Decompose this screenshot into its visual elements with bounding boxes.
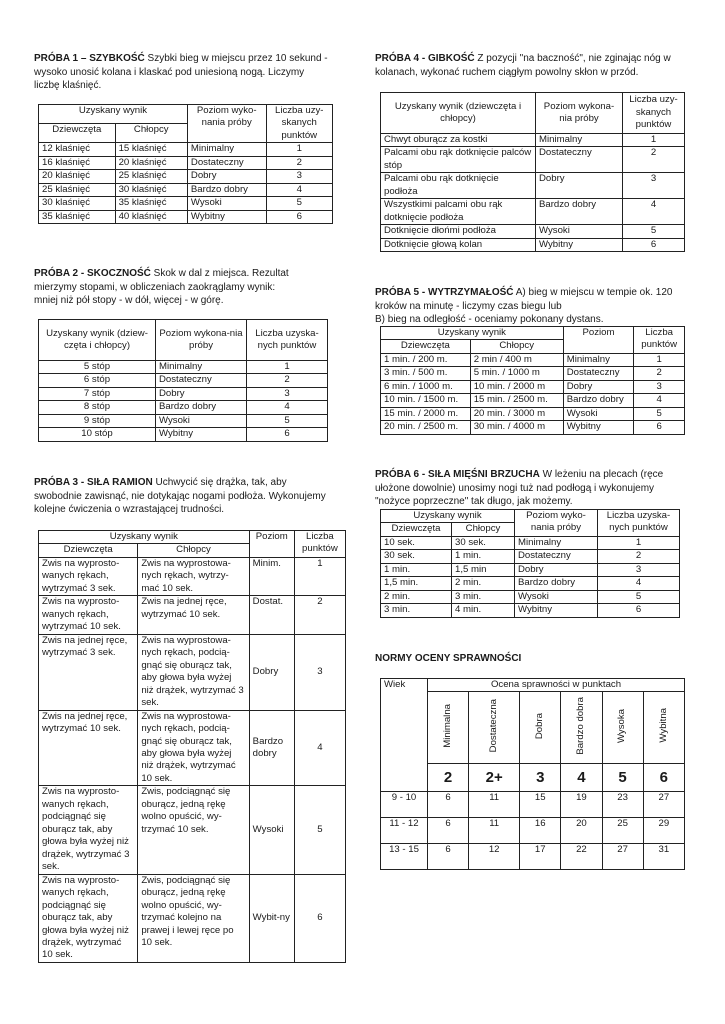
table-row	[381, 225, 685, 238]
cell: Bardzo dobry	[563, 394, 634, 407]
table-row	[39, 170, 333, 183]
cell: 10 sek.	[381, 536, 452, 549]
cell: 12 klaśnięć	[39, 143, 116, 156]
normy-age: 13 - 15	[381, 844, 428, 870]
proba1-header-girls: Dziewczęta	[39, 124, 116, 143]
table-row	[381, 536, 680, 549]
normy-level-cell	[643, 692, 684, 764]
proba1-table	[38, 104, 333, 224]
proba6-table	[380, 509, 680, 618]
cell: 1 min.	[381, 563, 452, 576]
cell: 25	[602, 818, 643, 844]
cell: 2 min / 400 m	[470, 353, 563, 366]
proba5-desc: A) bieg w miejscu w tempie ok. 120 kroków na minutę - liczymy czas biegu lub	[375, 287, 673, 312]
cell: Wysoki	[536, 225, 623, 238]
table-row	[381, 792, 685, 818]
cell: 3 min.	[381, 604, 452, 617]
cell: 25 klaśnięć	[115, 170, 187, 183]
cell: Dotknięcie głową kolan	[381, 238, 536, 251]
proba5-header-boys: Chłopcy	[470, 340, 563, 353]
table-row	[381, 199, 685, 225]
cell: 2	[294, 596, 345, 634]
normy-level-cell	[520, 692, 561, 764]
cell: 12	[469, 844, 520, 870]
cell: 6	[634, 421, 685, 434]
proba2-heading	[34, 267, 330, 294]
normy-level: Dostateczna	[487, 699, 499, 753]
proba6-heading	[375, 468, 690, 509]
cell: 3	[598, 563, 680, 576]
proba3-title: PRÓBA 3 - SIŁA RAMION	[34, 477, 153, 488]
cell: 6	[247, 428, 328, 441]
cell: 20	[561, 818, 602, 844]
cell: Dobry	[249, 634, 294, 710]
proba3-header-level: Poziom	[249, 531, 294, 558]
table-row	[39, 197, 333, 210]
table-row	[39, 786, 346, 874]
cell: 1	[598, 536, 680, 549]
cell: 2 min.	[381, 590, 452, 603]
proba2-title: PRÓBA 2 - SKOCZNOŚĆ	[34, 268, 151, 279]
proba3-header-boys: Chłopcy	[138, 544, 249, 557]
cell: Dobry	[515, 563, 598, 576]
cell: 10 min. / 1500 m.	[381, 394, 471, 407]
table-row	[39, 634, 346, 710]
table-row	[39, 596, 346, 634]
cell: 6	[623, 238, 685, 251]
proba3-heading	[34, 476, 334, 517]
cell: 31	[643, 844, 684, 870]
cell: Zwis, podciągnąć się oburącz, jedną rękę wolno opuścić, wy-trzymać kolejno na prawej i lewej ręce po 10 sek.	[138, 874, 249, 962]
cell: 4	[634, 394, 685, 407]
cell: 2	[266, 156, 333, 169]
cell: 6	[598, 604, 680, 617]
table-row	[39, 874, 346, 962]
cell: 16	[520, 818, 561, 844]
cell: 5	[266, 197, 333, 210]
cell: Wybit-ny	[249, 874, 294, 962]
cell: Minimalny	[156, 361, 247, 374]
cell: 27	[643, 792, 684, 818]
table-row	[381, 380, 685, 393]
proba4-section	[375, 52, 675, 79]
cell: Zwis na jednej ręce, wytrzymać 3 sek.	[39, 634, 138, 710]
cell: 11	[469, 818, 520, 844]
cell: 1 min. / 200 m.	[381, 353, 471, 366]
table-row	[381, 550, 680, 563]
proba1-section	[34, 52, 332, 93]
cell: 3	[247, 387, 328, 400]
normy-level: Bardzo dobra	[575, 696, 587, 755]
table-row	[381, 421, 685, 434]
normy-level-cell	[428, 692, 469, 764]
cell: Minimalny	[536, 134, 623, 147]
normy-age: 9 - 10	[381, 792, 428, 818]
proba1-title: PRÓBA 1 – SZYBKOŚĆ	[34, 53, 145, 64]
proba6-desc: W leżeniu na plecach (ręce ułożone dowolnie) unosimy nogi tuż nad podłogą i wykonujemy "nożyce poprzeczne" tak długo, jak możemy.	[375, 469, 664, 507]
normy-level-cell	[469, 692, 520, 764]
normy-grade: 4	[561, 764, 602, 792]
proba3-section	[34, 476, 334, 517]
cell: 5	[598, 590, 680, 603]
normy-grade: 2	[428, 764, 469, 792]
cell: 6 stóp	[39, 374, 156, 387]
cell: Zwis na wyprostowa-nych rękach, podcią-gnąć się oburącz tak, aby głowa była wyżej niż drążek, wytrzymać 3 sek.	[138, 634, 249, 710]
cell: 1 min.	[452, 550, 515, 563]
cell: Bardzo dobry	[515, 577, 598, 590]
normy-level-cell	[602, 692, 643, 764]
proba6-header-level: Poziom wyko-nania próby	[515, 510, 598, 537]
table-row	[39, 183, 333, 196]
cell: Palcami obu rąk dotknięcie palców stóp	[381, 147, 536, 173]
cell: 30 klaśnięć	[39, 197, 116, 210]
cell: Zwis na jednej ręce, wytrzymać 10 sek.	[39, 710, 138, 786]
cell: 20 klaśnięć	[39, 170, 116, 183]
cell: 6	[428, 844, 469, 870]
cell: 35 klaśnięć	[39, 210, 116, 223]
cell: Dotknięcie dłońmi podłoża	[381, 225, 536, 238]
proba5-header-girls: Dziewczęta	[381, 340, 471, 353]
cell: 22	[561, 844, 602, 870]
proba1-header-level: Poziom wyko-nania próby	[187, 105, 266, 143]
cell: Dobry	[536, 173, 623, 199]
table-row	[39, 210, 333, 223]
proba5-header-points: Liczba punktów	[634, 327, 685, 354]
cell: 2	[634, 367, 685, 380]
cell: 27	[602, 844, 643, 870]
cell: 4	[247, 401, 328, 414]
proba2-desc2: mniej niż pół stopy - w dół, więcej - w górę.	[34, 295, 224, 306]
proba6-header-girls: Dziewczęta	[381, 523, 452, 536]
normy-grade: 3	[520, 764, 561, 792]
proba1-header-boys: Chłopcy	[115, 124, 187, 143]
proba4-heading	[375, 52, 675, 79]
table-row	[39, 557, 346, 595]
cell: Wybitny	[156, 428, 247, 441]
cell: 5 min. / 1000 m	[470, 367, 563, 380]
cell: 30 klaśnięć	[115, 183, 187, 196]
table-row	[381, 844, 685, 870]
cell: 2	[623, 147, 685, 173]
cell: Dostat.	[249, 596, 294, 634]
proba2-section	[34, 267, 330, 308]
proba3-header-points: Liczba punktów	[294, 531, 345, 558]
table-row	[381, 577, 680, 590]
cell: 3	[294, 634, 345, 710]
proba2-desc: Skok w dal z miejsca. Rezultat mierzymy stopami, w obliczeniach zaokrąglamy wynik:	[34, 268, 289, 293]
table-row	[381, 563, 680, 576]
proba4-desc: Z pozycji "na baczność", nie zginając nóg w kolanach, wykonać ruchem ciągłym powolny skłon w przód.	[375, 53, 671, 78]
cell: 15 min. / 2500 m.	[470, 394, 563, 407]
table-row	[39, 414, 328, 427]
cell: Wysoki	[187, 197, 266, 210]
cell: 2	[598, 550, 680, 563]
cell: 23	[602, 792, 643, 818]
cell: 1	[294, 557, 345, 595]
cell: Wybitny	[515, 604, 598, 617]
cell: 4	[294, 710, 345, 786]
cell: 3 min.	[452, 590, 515, 603]
cell: 40 klaśnięć	[115, 210, 187, 223]
normy-age-label: Wiek	[381, 679, 428, 792]
cell: 20 min. / 3000 m	[470, 407, 563, 420]
cell: 6	[428, 792, 469, 818]
proba5-heading	[375, 286, 675, 313]
cell: 2	[247, 374, 328, 387]
cell: Dobry	[563, 380, 634, 393]
table-row	[39, 374, 328, 387]
table-row	[381, 134, 685, 147]
cell: 6 min. / 1000 m.	[381, 380, 471, 393]
cell: 3	[266, 170, 333, 183]
proba3-table	[38, 530, 346, 963]
cell: 1	[266, 143, 333, 156]
cell: 20 min. / 2500 m.	[381, 421, 471, 434]
table-row	[381, 353, 685, 366]
cell: 1,5 min.	[381, 577, 452, 590]
table-row	[381, 238, 685, 251]
cell: Wszystkimi palcami obu rąk dotknięcie podłoża	[381, 199, 536, 225]
proba2-header-points: Liczba uzyska-nych punktów	[247, 320, 328, 361]
cell: Zwis na wyprosto-wanych rękach, podciągnąć się oburącz tak, aby głowa była wyżej niż drążek, wytrzymać 3 sek.	[39, 786, 138, 874]
cell: Dostateczny	[536, 147, 623, 173]
proba6-section	[375, 468, 690, 509]
cell: 1	[623, 134, 685, 147]
cell: Wysoki	[156, 414, 247, 427]
cell: 10 stóp	[39, 428, 156, 441]
proba2-header-level: Poziom wykona-nia próby	[156, 320, 247, 361]
cell: Bardzo dobry	[536, 199, 623, 225]
cell: 30 min. / 4000 m	[470, 421, 563, 434]
cell: Dobry	[156, 387, 247, 400]
cell: 3 min. / 500 m.	[381, 367, 471, 380]
proba6-header-points: Liczba uzyska-nych punktów	[598, 510, 680, 537]
cell: 10 min. / 2000 m	[470, 380, 563, 393]
proba4-title: PRÓBA 4 - GIBKOŚĆ	[375, 53, 475, 64]
cell: 3	[634, 380, 685, 393]
cell: 35 klaśnięć	[115, 197, 187, 210]
proba1-header-group: Uzyskany wynik	[39, 105, 188, 124]
proba4-header-level: Poziom wykona-nia próby	[536, 93, 623, 134]
cell: Bardzo dobry	[156, 401, 247, 414]
proba3-desc: Uchwycić się drążka, tak, aby swobodnie zawisnąć, nie dotykając nogami podłoża. Wykonujemy kolejne ćwiczenia o wzrastającej trudności.	[34, 477, 326, 515]
cell: 11	[469, 792, 520, 818]
proba5-header-level: Poziom	[563, 327, 634, 354]
cell: Zwis na wyprosto-wanych rękach, wytrzymać 10 sek.	[39, 596, 138, 634]
table-row	[381, 604, 680, 617]
cell: 5	[294, 786, 345, 874]
table-row	[381, 590, 680, 603]
cell: 4	[623, 199, 685, 225]
table-row	[39, 387, 328, 400]
cell: 5	[623, 225, 685, 238]
cell: 7 stóp	[39, 387, 156, 400]
cell: Dobry	[187, 170, 266, 183]
cell: Minimalny	[515, 536, 598, 549]
proba6-header-group: Uzyskany wynik	[381, 510, 515, 523]
table-row	[39, 143, 333, 156]
cell: Wybitny	[536, 238, 623, 251]
cell: 6	[266, 210, 333, 223]
cell: 8 stóp	[39, 401, 156, 414]
normy-grade: 2+	[469, 764, 520, 792]
cell: 25 klaśnięć	[39, 183, 116, 196]
cell: 3	[623, 173, 685, 199]
table-row	[39, 401, 328, 414]
normy-level-cell	[561, 692, 602, 764]
cell: Zwis na wyprostowa-nych rękach, podcią-gnąć się oburącz tak, aby głowa była wyżej niż drążek, wytrzymać 10 sek.	[138, 710, 249, 786]
cell: Zwis na wyprostowa-nych rękach, wytrzy-mać 10 sek.	[138, 557, 249, 595]
cell: 6	[294, 874, 345, 962]
cell: Zwis, podciągnąć się oburącz, jedną rękę wolno opuścić, wy-trzymać 10 sek.	[138, 786, 249, 874]
normy-table	[380, 678, 685, 870]
cell: 5	[247, 414, 328, 427]
cell: Zwis na jednej ręce, wytrzymać 10 sek.	[138, 596, 249, 634]
cell: 30 sek.	[381, 550, 452, 563]
cell: 19	[561, 792, 602, 818]
table-row	[381, 173, 685, 199]
normy-age: 11 - 12	[381, 818, 428, 844]
cell: 29	[643, 818, 684, 844]
cell: 16 klaśnięć	[39, 156, 116, 169]
cell: Bardzo dobry	[249, 710, 294, 786]
proba2-table	[38, 319, 328, 442]
cell: Minimalny	[187, 143, 266, 156]
cell: 15	[520, 792, 561, 818]
cell: Dostateczny	[187, 156, 266, 169]
table-row	[39, 428, 328, 441]
proba1-header-points: Liczba uzy-skanych punktów	[266, 105, 333, 143]
normy-group-label: Ocena sprawności w punktach	[428, 679, 685, 692]
cell: Zwis na wyprosto-wanych rękach, podciągnąć się oburącz tak, aby głowa była wyżej niż drążek, wytrzymać 10 sek.	[39, 874, 138, 962]
proba4-header-result: Uzyskany wynik (dziewczęta i chłopcy)	[381, 93, 536, 134]
table-row	[39, 361, 328, 374]
cell: 5 stóp	[39, 361, 156, 374]
proba2-header-result: Uzyskany wynik (dziew-częta i chłopcy)	[39, 320, 156, 361]
proba6-title: PRÓBA 6 - SIŁA MIĘŚNI BRZUCHA	[375, 469, 540, 480]
cell: 1	[247, 361, 328, 374]
cell: 5	[634, 407, 685, 420]
cell: Wysoki	[515, 590, 598, 603]
table-row	[39, 156, 333, 169]
cell: Chwyt oburącz za kostki	[381, 134, 536, 147]
table-row	[381, 367, 685, 380]
normy-level: Wybitna	[657, 708, 669, 744]
table-row	[39, 710, 346, 786]
cell: 15 min. / 2000 m.	[381, 407, 471, 420]
table-row	[381, 147, 685, 173]
cell: 30 sek.	[452, 536, 515, 549]
cell: Minim.	[249, 557, 294, 595]
cell: 15 klaśnięć	[115, 143, 187, 156]
proba4-table	[380, 92, 685, 252]
cell: Dostateczny	[563, 367, 634, 380]
normy-grade: 5	[602, 764, 643, 792]
cell: Wysoki	[563, 407, 634, 420]
proba5-table	[380, 326, 685, 435]
table-row	[381, 818, 685, 844]
cell: 4 min.	[452, 604, 515, 617]
cell: 6	[428, 818, 469, 844]
proba6-header-boys: Chłopcy	[452, 523, 515, 536]
proba1-desc: Szybki bieg w miejscu przez 10 sekund - wysoko unosić kolana i klaskać pod uniesioną nogą. Liczymy liczbę klaśnięć.	[34, 53, 328, 91]
cell: Minimalny	[563, 353, 634, 366]
table-row	[381, 407, 685, 420]
cell: 4	[598, 577, 680, 590]
proba5-header-group: Uzyskany wynik	[381, 327, 564, 340]
cell: 1,5 min	[452, 563, 515, 576]
table-row	[381, 394, 685, 407]
proba5-desc2: B) bieg na odległość - oceniamy pokonany dystans.	[375, 314, 604, 325]
cell: 4	[266, 183, 333, 196]
proba4-header-points: Liczba uzy-skanych punktów	[623, 93, 685, 134]
proba3-header-girls: Dziewczęta	[39, 544, 138, 557]
cell: Zwis na wyprosto-wanych rękach, wytrzymać 3 sek.	[39, 557, 138, 595]
normy-level: Dobra	[534, 712, 546, 739]
normy-level: Minimalna	[441, 703, 453, 748]
proba5-section	[375, 286, 675, 327]
cell: Wysoki	[249, 786, 294, 874]
cell: Dostateczny	[515, 550, 598, 563]
cell: Bardzo dobry	[187, 183, 266, 196]
normy-title: NORMY OCENY SPRAWNOŚCI	[375, 653, 522, 664]
normy-level: Wysoka	[616, 708, 628, 743]
cell: Palcami obu rąk dotknięcie podłoża	[381, 173, 536, 199]
cell: 2 min.	[452, 577, 515, 590]
proba3-header-group: Uzyskany wynik	[39, 531, 250, 544]
cell: Wybitny	[187, 210, 266, 223]
cell: 9 stóp	[39, 414, 156, 427]
cell: 1	[634, 353, 685, 366]
proba1-heading	[34, 52, 332, 93]
cell: 20 klaśnięć	[115, 156, 187, 169]
proba5-title: PRÓBA 5 - WYTRZYMAŁOŚĆ	[375, 287, 514, 298]
cell: Dostateczny	[156, 374, 247, 387]
cell: 17	[520, 844, 561, 870]
normy-grade: 6	[643, 764, 684, 792]
cell: Wybitny	[563, 421, 634, 434]
